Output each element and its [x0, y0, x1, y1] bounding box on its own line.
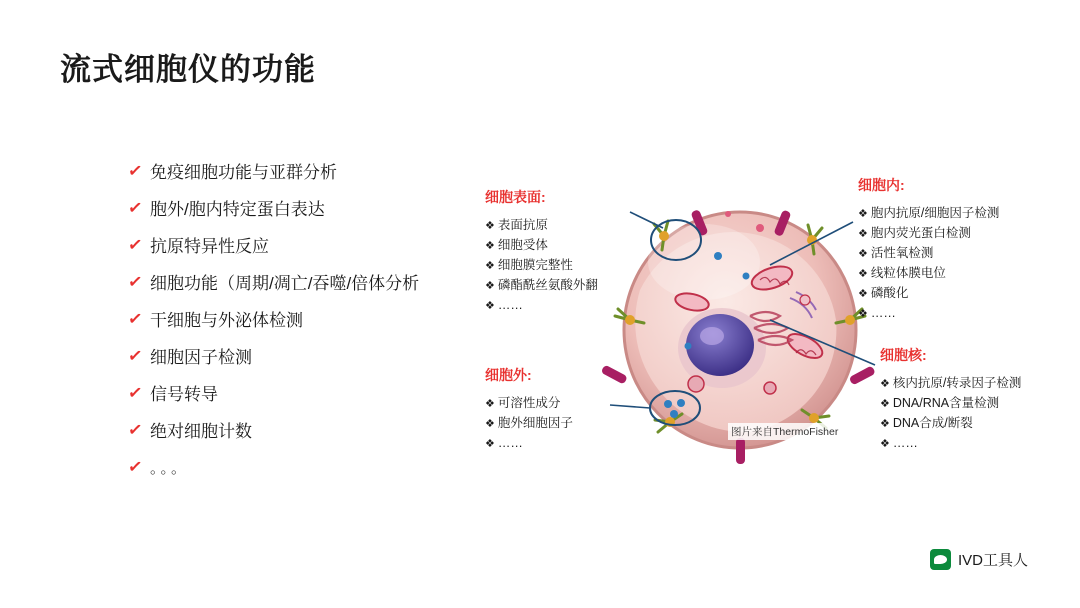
- callout-item-label: 磷酯酰丝氨酸外翻: [497, 278, 598, 292]
- check-icon: ✓: [126, 160, 144, 182]
- list-item: [128, 199, 488, 223]
- check-icon: ✓: [126, 271, 144, 293]
- check-icon: ✓: [126, 345, 144, 367]
- callout-item-label: 磷酸化: [870, 286, 909, 300]
- diamond-bullet-icon: ❖: [485, 300, 495, 312]
- callout-item: [485, 434, 573, 454]
- list-item: [128, 162, 488, 186]
- callout-item-label: 活性氧检测: [870, 246, 934, 260]
- callout-cell-nucleus: [880, 345, 1021, 454]
- callout-cell-surface: [485, 187, 598, 316]
- list-item-label: 。。。: [150, 460, 190, 477]
- list-item: [128, 384, 488, 408]
- callout-item: [858, 284, 999, 304]
- check-icon: ✓: [126, 197, 144, 219]
- image-credit: 图片来自ThermoFisher: [728, 423, 841, 440]
- callout-title: 细胞核:: [880, 347, 927, 363]
- list-item-label: 细胞因子检测: [150, 348, 252, 367]
- callout-item-label: ……: [497, 298, 523, 312]
- diamond-bullet-icon: ❖: [858, 228, 868, 240]
- diamond-bullet-icon: ❖: [880, 438, 890, 450]
- callout-item: [880, 394, 1021, 414]
- list-item-label: 绝对细胞计数: [150, 422, 252, 441]
- callout-title: 细胞外:: [485, 367, 532, 383]
- check-icon: ✓: [126, 382, 144, 404]
- callout-item-label: 细胞膜完整性: [497, 258, 573, 272]
- callout-item-label: DNA/RNA含量检测: [892, 396, 1000, 410]
- wechat-brand-icon: [930, 549, 951, 570]
- list-item-label: 抗原特异性反应: [150, 237, 269, 256]
- list-item: [128, 421, 488, 445]
- callout-item-label: 表面抗原: [497, 218, 548, 232]
- diamond-bullet-icon: ❖: [485, 260, 495, 272]
- list-item: [128, 310, 488, 334]
- check-icon: ✓: [126, 234, 144, 256]
- diamond-bullet-icon: ❖: [858, 208, 868, 220]
- callout-item: [858, 244, 999, 264]
- diamond-bullet-icon: ❖: [858, 308, 868, 320]
- diamond-bullet-icon: ❖: [485, 398, 495, 410]
- brand-watermark: [930, 549, 1028, 570]
- diamond-bullet-icon: ❖: [485, 240, 495, 252]
- diamond-bullet-icon: ❖: [485, 280, 495, 292]
- list-item: [128, 458, 488, 482]
- feature-list: [128, 162, 488, 495]
- diamond-bullet-icon: ❖: [858, 288, 868, 300]
- callout-item-label: 线粒体膜电位: [870, 266, 946, 280]
- diamond-bullet-icon: ❖: [880, 418, 890, 430]
- diamond-bullet-icon: ❖: [858, 248, 868, 260]
- callout-item-label: 胞内荧光蛋白检测: [870, 226, 971, 240]
- callout-item-label: DNA合成/断裂: [892, 416, 973, 430]
- callout-item: [485, 414, 573, 434]
- callout-item: [858, 204, 999, 224]
- page-title: 流式细胞仪的功能: [60, 52, 316, 87]
- callout-item-label: ……: [892, 436, 918, 450]
- callout-item-label: 胞外细胞因子: [497, 416, 573, 430]
- list-item-label: 胞外/胞内特定蛋白表达: [150, 200, 325, 219]
- list-item-label: 信号转导: [150, 385, 218, 404]
- callout-item: [485, 296, 598, 316]
- callout-item-label: 胞内抗原/细胞因子检测: [870, 206, 1000, 220]
- diamond-bullet-icon: ❖: [485, 220, 495, 232]
- callout-item: [858, 224, 999, 244]
- callout-item: [858, 264, 999, 284]
- callout-item-label: ……: [497, 436, 523, 450]
- callout-cell-exterior: [485, 365, 573, 454]
- check-icon: ✓: [126, 419, 144, 441]
- check-icon: ✓: [126, 456, 144, 478]
- callout-cell-interior: [858, 175, 999, 324]
- callout-item-label: 细胞受体: [497, 238, 548, 252]
- diamond-bullet-icon: ❖: [485, 418, 495, 430]
- callout-item-label: 可溶性成分: [497, 396, 561, 410]
- diamond-bullet-icon: ❖: [485, 438, 495, 450]
- diamond-bullet-icon: ❖: [880, 398, 890, 410]
- callout-item: [880, 414, 1021, 434]
- callout-item: [485, 236, 598, 256]
- callout-item: [485, 216, 598, 236]
- list-item: [128, 236, 488, 260]
- callout-item: [880, 434, 1021, 454]
- list-item-label: 细胞功能（周期/凋亡/吞噬/倍体分析: [150, 274, 420, 293]
- callout-item: [858, 304, 999, 324]
- callout-item: [880, 374, 1021, 394]
- diamond-bullet-icon: ❖: [858, 268, 868, 280]
- callout-item: [485, 276, 598, 296]
- cell-diagram: [470, 160, 1070, 490]
- check-icon: ✓: [126, 308, 144, 330]
- list-item-label: 干细胞与外泌体检测: [150, 311, 303, 330]
- list-item-label: 免疫细胞功能与亚群分析: [150, 163, 337, 182]
- diamond-bullet-icon: ❖: [880, 378, 890, 390]
- callout-title: 细胞表面:: [485, 189, 546, 205]
- callout-item-label: 核内抗原/转录因子检测: [892, 376, 1022, 390]
- callout-title: 细胞内:: [858, 177, 905, 193]
- callout-item: [485, 394, 573, 414]
- brand-name: IVD工具人: [957, 552, 1028, 569]
- list-item: [128, 273, 488, 297]
- callout-item: [485, 256, 598, 276]
- callout-item-label: ……: [870, 306, 896, 320]
- list-item: [128, 347, 488, 371]
